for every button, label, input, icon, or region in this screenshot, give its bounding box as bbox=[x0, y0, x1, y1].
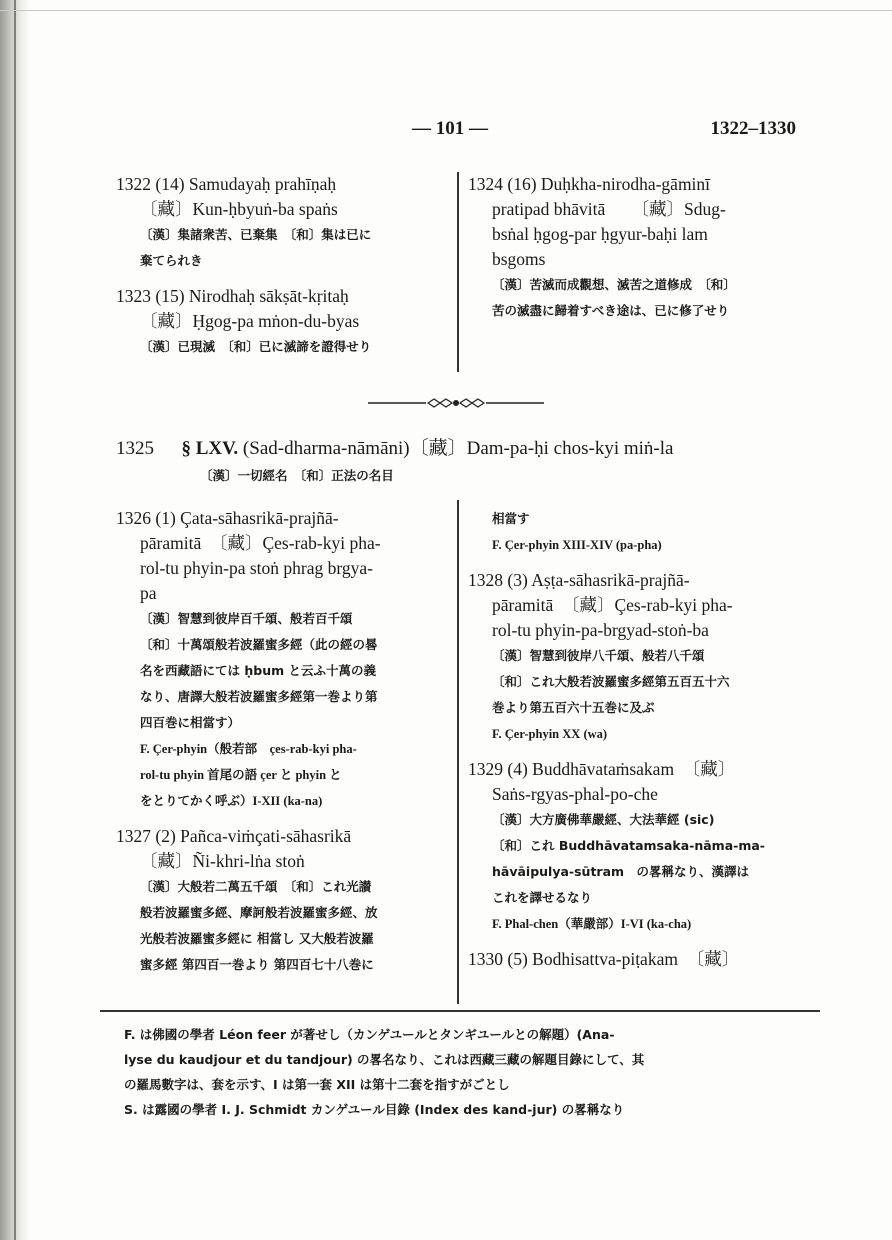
reference-line: F. Çer-phyin XIII-XIV (pa-pha) bbox=[492, 538, 662, 552]
reference-line: をとりてかく呼ぶ）I-XII (ka-na) bbox=[140, 794, 323, 808]
entry-heading: 1324 (16) Duḥkha-nirodha-gāminī bbox=[468, 174, 711, 194]
gloss-line: 〔漢〕集諸衆苦、已棄集 〔和〕集は已に bbox=[140, 227, 372, 242]
gloss-line: 相當す bbox=[492, 511, 530, 526]
gloss-line: これを譯せるなり bbox=[492, 890, 593, 905]
entry-heading: 1326 (1) Çata-sāhasrikā-prajñā- bbox=[116, 508, 339, 528]
page-number: — 101 — bbox=[412, 118, 488, 139]
tibetan-line: Saṅs-rgyas-phal-po-che bbox=[492, 784, 658, 804]
sanskrit-line: pāramitā 〔藏〕Çes-rab-kyi pha- bbox=[492, 595, 733, 615]
gloss-line: 〔漢〕苦滅而成觀想、滅苦之道修成 〔和〕 bbox=[492, 277, 736, 292]
gloss-line: 巻より第五百六十五巻に及ぶ bbox=[492, 700, 655, 715]
entry-1330 bbox=[468, 947, 803, 972]
footnote-line: の羅馬數字は、套を示す、I は第一套 XII は第十二套を指すがごとし bbox=[124, 1077, 510, 1092]
tibetan-line: pa bbox=[140, 583, 157, 603]
gloss-line: 蜜多經 第四百一巻より 第四百七十八巻に bbox=[140, 957, 374, 972]
tibetan-line: 〔藏〕Ḥgog-pa mṅon-du-byas bbox=[140, 311, 360, 331]
footnotes bbox=[124, 1022, 800, 1122]
entry-heading: 1329 (4) Buddhāvataṁsakam 〔藏〕 bbox=[468, 759, 736, 779]
reference-line: rol-tu phyin 首尾の語 çer と phyin と bbox=[140, 768, 342, 782]
entry-1323 bbox=[116, 284, 452, 360]
tibetan-line: 〔藏〕Kun-ḥbyuṅ-ba spaṅs bbox=[140, 199, 338, 219]
entry-1328 bbox=[468, 568, 803, 747]
entry-1327 bbox=[116, 824, 452, 978]
column-divider-top bbox=[457, 172, 459, 372]
gloss-line: hāvāipulya-sūtram の畧稱なり、漢譯は bbox=[492, 864, 750, 879]
tibetan-line: rol-tu phyin-pa stoṅ phrag brgya- bbox=[140, 558, 373, 578]
gloss-line: 〔和〕これ大般若波羅蜜多經第五百五十六 bbox=[492, 674, 730, 689]
sanskrit-line: pāramitā 〔藏〕Çes-rab-kyi pha- bbox=[140, 533, 381, 553]
gloss-line: 〔漢〕大方廣佛華嚴經、大法華經 (sic) bbox=[492, 812, 715, 827]
entry-1326 bbox=[116, 506, 452, 814]
gloss-line: 〔漢〕大般若二萬五千頌 〔和〕これ光讃 bbox=[140, 879, 372, 894]
entry-heading: 1328 (3) Aṣṭa-sāhasrikā-prajñā- bbox=[468, 570, 690, 590]
reference-line: F. Phal-chen（華嚴部）I-VI (ka-cha) bbox=[492, 917, 692, 931]
tibetan-line: rol-tu phyin-pa-brgyad-stoṅ-ba bbox=[492, 620, 709, 640]
bottom-left-column bbox=[116, 506, 452, 986]
section-subtitle: 〔漢〕一切經名 〔和〕正法の名目 bbox=[200, 468, 394, 483]
gloss-line: 〔漢〕已現滅 〔和〕已に滅諦を證得せり bbox=[140, 339, 372, 354]
gloss-line: 〔和〕十萬頌般若波羅蜜多經（此の經の晷 bbox=[140, 637, 378, 652]
gloss-line: なり、唐譯大般若波羅蜜多經第一巻より第 bbox=[140, 689, 378, 704]
gloss-line: 〔和〕これ Buddhāvatamsaka-nāma-ma- bbox=[492, 838, 765, 853]
column-divider-bottom bbox=[457, 500, 459, 1004]
gloss-line: 苦の滅盡に歸着すべき途は、已に修了せり bbox=[492, 303, 730, 318]
entry-1324 bbox=[468, 172, 803, 324]
tibetan-line: bsgoms bbox=[492, 249, 546, 269]
top-left-column bbox=[116, 172, 452, 368]
sanskrit-line: pratipad bhāvitā 〔藏〕Sdug- bbox=[492, 199, 726, 219]
top-rule bbox=[0, 10, 892, 11]
top-right-column bbox=[468, 172, 803, 332]
entry-heading: 1322 (14) Samudayaḥ prahīṇaḥ bbox=[116, 174, 337, 194]
entry-heading: 1330 (5) Bodhisattva-piṭakam 〔藏〕 bbox=[468, 949, 740, 969]
gloss-line: 名を西藏語にては ḥbum と云ふ十萬の義 bbox=[140, 663, 376, 678]
section-number: 1325 bbox=[116, 438, 154, 459]
gloss-line: 光般若波羅蜜多經に 相當し 又大般若波羅 bbox=[140, 931, 374, 946]
binding-line bbox=[14, 0, 16, 1240]
footnote-line: lyse du kaudjour et du tandjour) の畧名なり、これは西藏三藏の解題目錄にして、其 bbox=[124, 1052, 645, 1067]
running-head bbox=[116, 118, 796, 148]
reference-line: F. Çer-phyin（般若部 çes-rab-kyi pha- bbox=[140, 742, 357, 756]
entry-1327-continued bbox=[468, 506, 803, 558]
section-mark: § LXV. bbox=[181, 438, 239, 459]
entry-1322 bbox=[116, 172, 452, 274]
entry-range: 1322–1330 bbox=[710, 118, 796, 139]
ornament-divider bbox=[368, 396, 544, 410]
gloss-line: 〔漢〕智慧到彼岸八千頌、般若八千頌 bbox=[492, 648, 705, 663]
entry-1329 bbox=[468, 757, 803, 937]
bottom-right-column bbox=[468, 506, 803, 980]
gloss-line: 四百巻に相當す） bbox=[140, 715, 241, 730]
section-heading bbox=[116, 436, 806, 462]
reference-line: F. Çer-phyin XX (wa) bbox=[492, 727, 608, 741]
gloss-line: 〔漢〕智慧到彼岸百千頌、般若百千頌 bbox=[140, 611, 353, 626]
section-title: (Sad-dharma-nāmāni)〔藏〕Dam-pa-ḥi chos-kyi miṅ-la bbox=[242, 438, 674, 459]
footnote-line: S. は露國の學者 I. J. Schmidt カンゲユール目錄 (Index des kand-jur) の畧稱なり bbox=[124, 1102, 625, 1117]
tibetan-line: bsṅal ḥgog-par ḥgyur-baḥi lam bbox=[492, 224, 708, 244]
entry-heading: 1327 (2) Pañca-viṁçati-sāhasrikā bbox=[116, 826, 352, 846]
tibetan-line: 〔藏〕Ñi-khri-lṅa stoṅ bbox=[140, 851, 305, 871]
footnote-line: F. は佛國の學者 Léon feer が著せし（カンゲユールとタンギユールとの解題）(Ana- bbox=[124, 1027, 615, 1042]
gloss-line: 棄てられき bbox=[140, 253, 203, 268]
entry-heading: 1323 (15) Nirodhaḥ sākṣāt-kṛitaḥ bbox=[116, 286, 349, 306]
gloss-line: 般若波羅蜜多經、摩訶般若波羅蜜多經、放 bbox=[140, 905, 378, 920]
footnote-rule bbox=[100, 1010, 820, 1012]
